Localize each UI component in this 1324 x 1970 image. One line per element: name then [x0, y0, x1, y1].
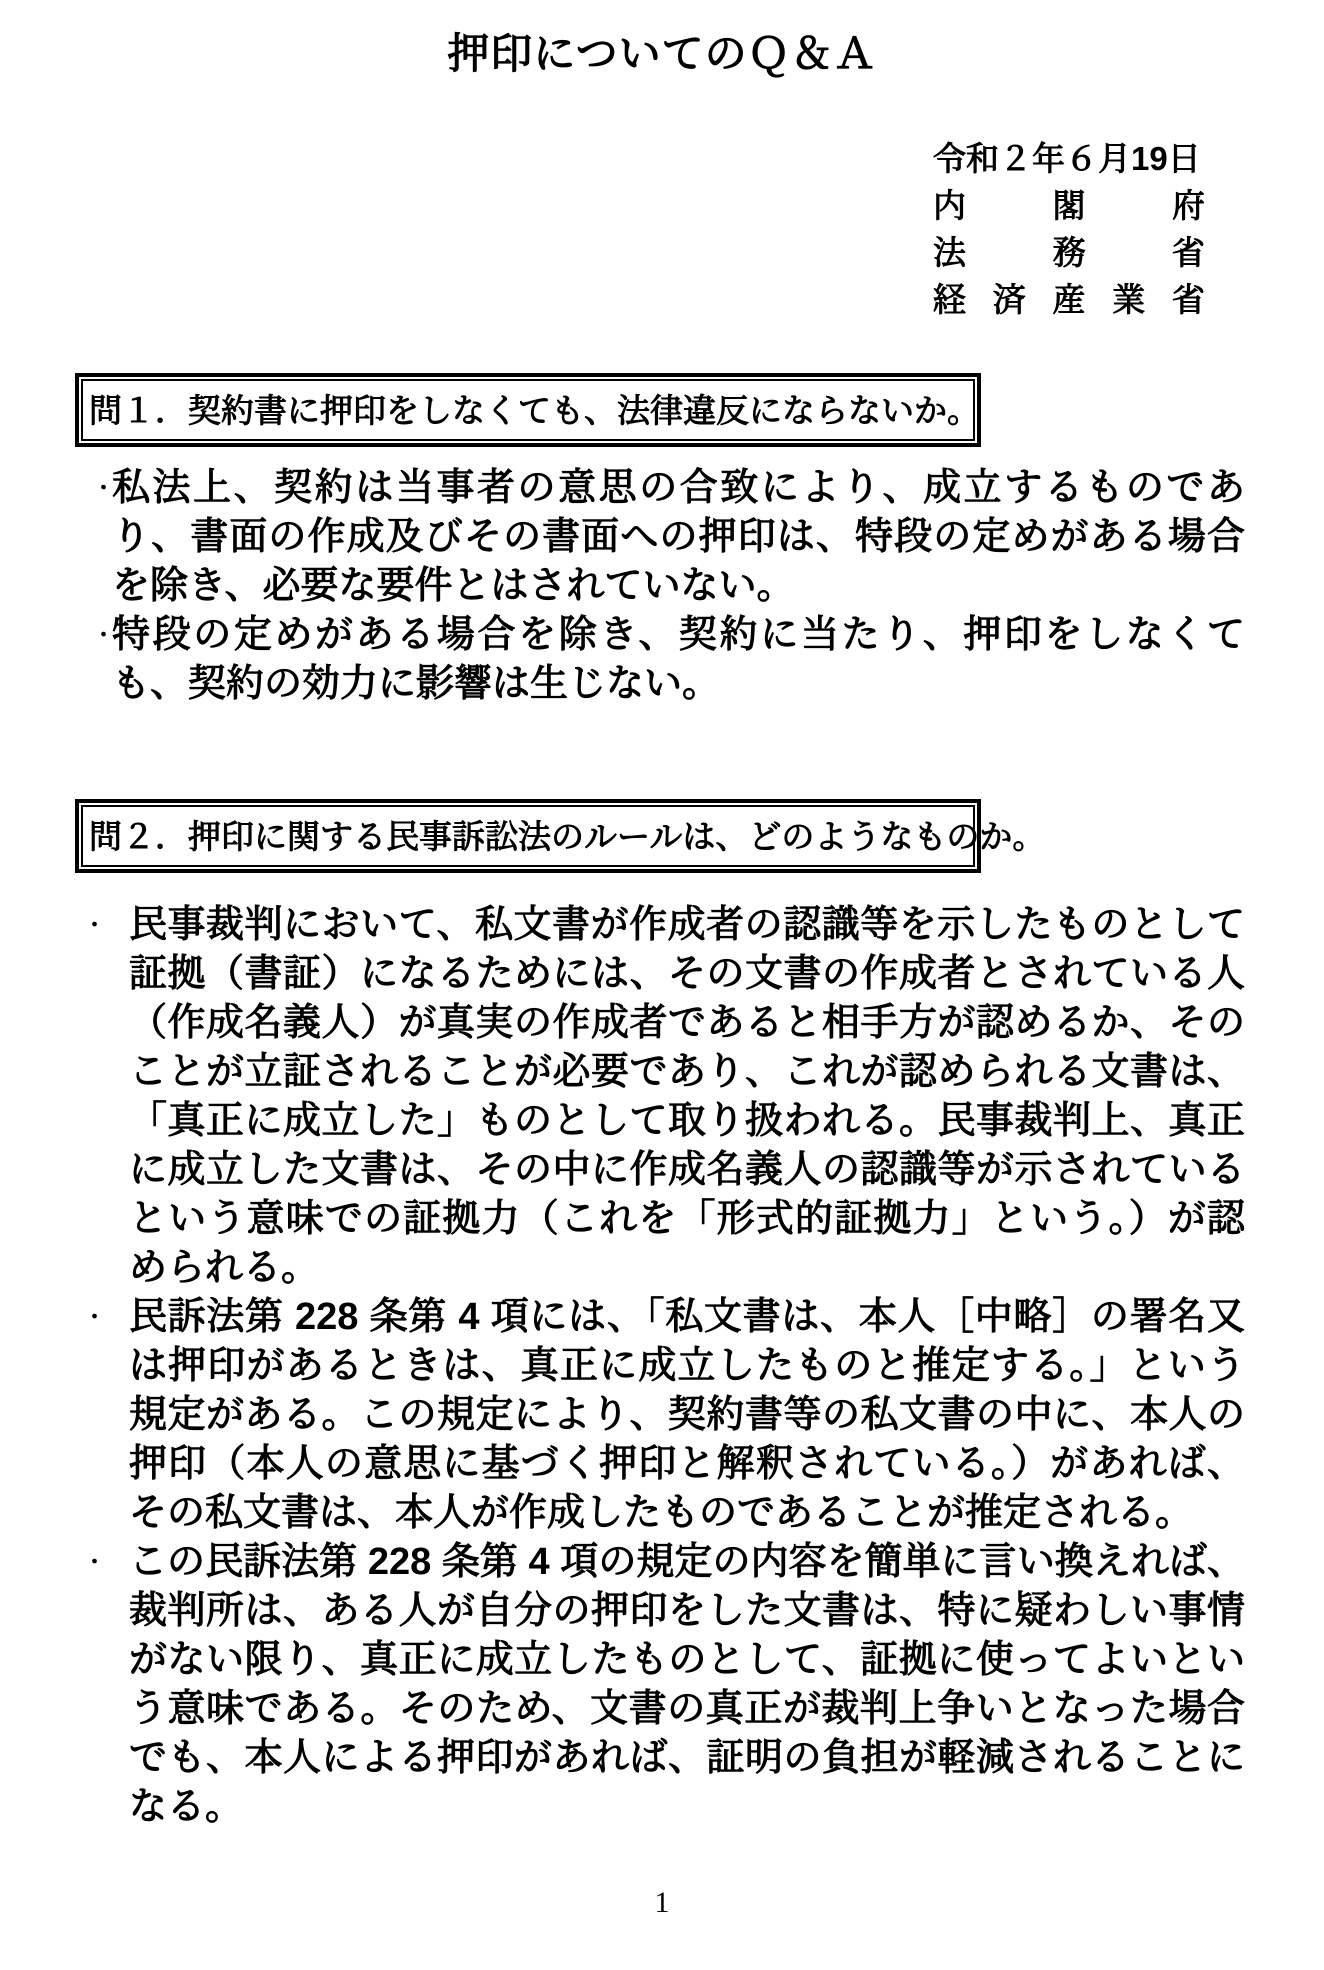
ministry-char: 済 — [992, 281, 1026, 318]
page-number: 1 — [654, 1886, 670, 1919]
bullet-list — [75, 901, 1245, 1832]
ministry-char: 府 — [1172, 187, 1205, 224]
ministry-char: 業 — [1112, 281, 1146, 318]
ministry-char: 省 — [1172, 281, 1205, 318]
ministry-char: 産 — [1052, 281, 1086, 318]
question-heading: 問２．押印に関する民事訴訟法のルールは、どのようなものか。 — [81, 805, 975, 867]
ministry-char: 内 — [933, 187, 966, 224]
question-heading: 問１．契約書に押印をしなくても、法律違反にならないか。 — [81, 379, 975, 441]
bullet-text: 民訴法第 228 条第 4 項には、「私文書は、本人［中略］の署名又は押印があるときは、真正に成立したものと推定する。」という規定がある。この規定により、契約書等の私文書の中に、本人の押印（本人の意思に基づく押印と解釈されている。）があれば、その私文書は、本人が作成したものであることが推定される。 — [129, 1296, 1245, 1534]
qa-bullet-item — [75, 901, 1245, 1293]
ministry-name — [933, 276, 1205, 323]
qa-bullet-item — [75, 464, 1245, 611]
bullet-text: 私法上、契約は当事者の意思の合致により、成立するものであり、書面の作成及びその書面への押印は、特段の定めがある場合を除き、必要な要件とはされていない。 — [112, 467, 1245, 607]
bullet-marker: ・ — [93, 477, 114, 500]
ministry-name — [933, 182, 1205, 229]
ministry-char: 経 — [933, 281, 966, 318]
ministry-char: 省 — [1172, 234, 1205, 271]
ministry-name — [933, 229, 1205, 276]
qa-bullet-item — [75, 1293, 1245, 1538]
issue-date: 令和２年６月19日 — [933, 140, 1201, 177]
bullet-marker: ・ — [84, 914, 105, 937]
qa-bullet-item — [75, 1538, 1245, 1832]
ministry-char: 務 — [1052, 234, 1086, 271]
question-box — [75, 373, 981, 447]
question-box — [75, 799, 1046, 873]
ministry-char: 閣 — [1052, 187, 1086, 224]
bullet-marker: ・ — [84, 1306, 105, 1329]
bullet-marker: ・ — [93, 624, 114, 647]
ministry-char: 法 — [933, 234, 966, 271]
qa-bullet-item — [75, 611, 1245, 709]
qa-sections — [75, 373, 1245, 1832]
bullet-text: 民事裁判において、私文書が作成者の認識等を示したものとして証拠（書証）になるためには、その文書の作成者とされている人（作成名義人）が真実の作成者であると相手方が認めるか、そのことが立証されることが必要であり、これが認められる文書は、「真正に成立した」ものとして取り扱われる。民事裁判上、真正に成立した文書は、その中に作成名義人の認識等が示されているという意味での証拠力（これを「形式的証拠力」という。）が認められる。 — [129, 904, 1245, 1289]
bullet-marker: ・ — [84, 1551, 105, 1574]
issuer-block — [933, 135, 1205, 323]
ministry-list — [933, 182, 1205, 323]
bullet-text: 特段の定めがある場合を除き、契約に当たり、押印をしなくても、契約の効力に影響は生じない。 — [112, 614, 1245, 705]
bullet-text: この民訴法第 228 条第 4 項の規定の内容を簡単に言い換えれば、裁判所は、ある人が自分の押印をした文書は、特に疑わしい事情がない限り、真正に成立したものとして、証拠に使ってよいという意味である。そのため、文書の真正が裁判上争いとなった場合でも、本人による押印があれば、証明の負担が軽減されることになる。 — [129, 1541, 1245, 1828]
bullet-list — [75, 464, 1245, 709]
page-title: 押印についてのＱ＆Ａ — [447, 30, 877, 77]
